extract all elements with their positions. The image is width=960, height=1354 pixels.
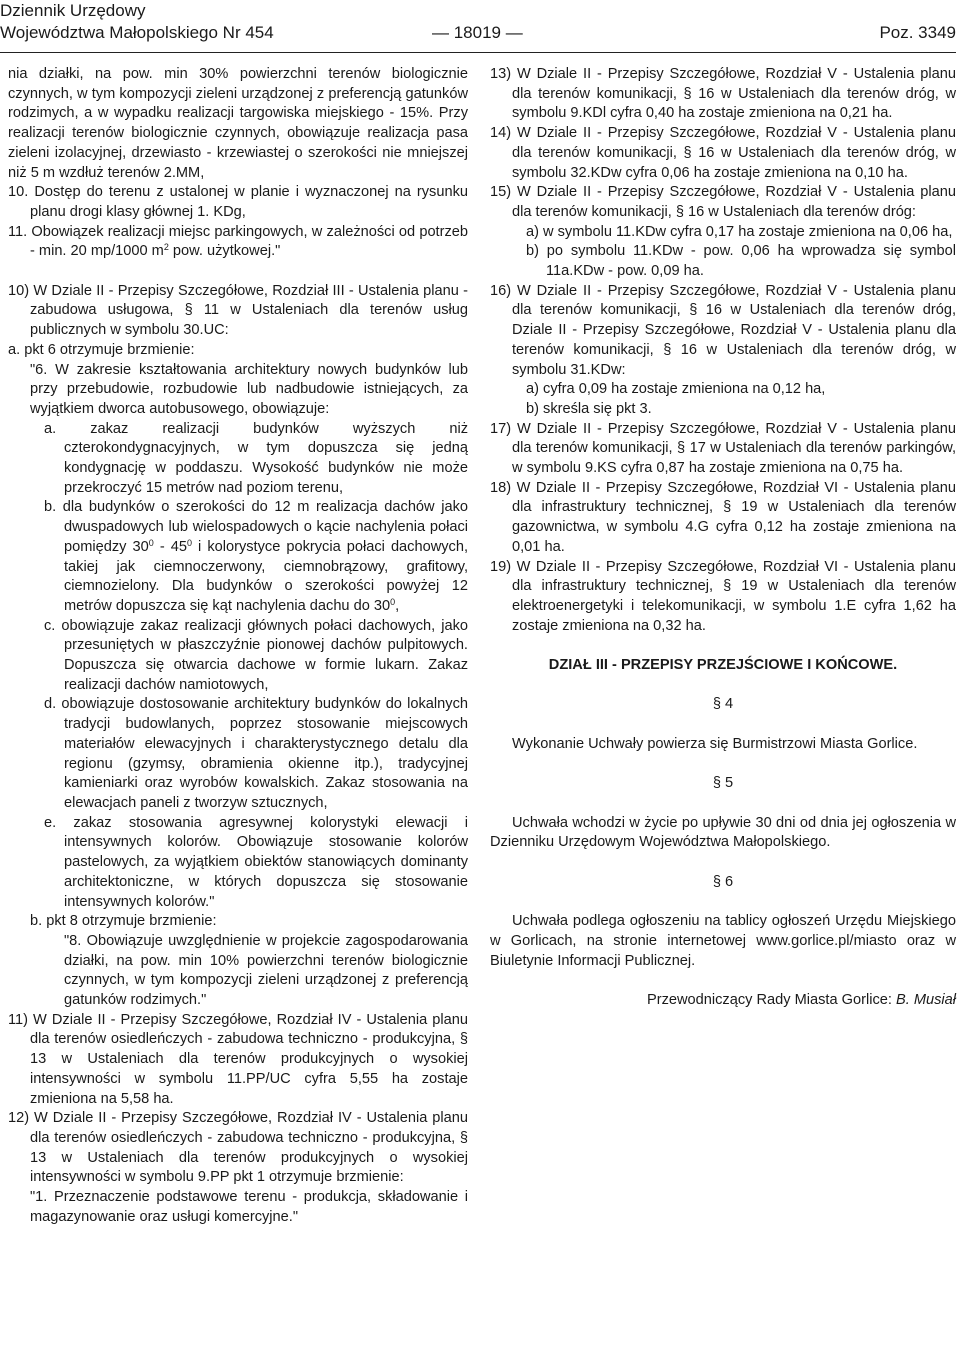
spacer [490, 755, 956, 775]
item-15: 15) W Dziale II - Przepisy Szczegółowe, Rozdział V - Ustalenia planu dla terenów komunikacji, § 16 w Ustaleniach dla terenów dróg: [490, 184, 956, 220]
signature-label: Przewodniczący Rady Miasta Gorlice: [646, 991, 896, 1008]
quote-6-c: c. obowiązuje zakaz realizacji głównych połaci dachowych, jako przesuniętych w płaszczyźnie pionowej dachów pulpitowych. Dopuszcza się otwarcia dachowe w formie lukarn. Zakaz realizacji dachów namiotowych, [44, 617, 468, 693]
spacer [490, 853, 956, 873]
spacer [490, 794, 956, 814]
paragraph-5-text: Uchwała wchodzi w życie po upływie 30 dni od dnia jej ogłoszenia w Dzienniku Urzędowym Województwa Małopolskiego. [490, 814, 956, 851]
point-11: 11. Obowiązek realizacji miejsc parkingowych, w zależności od potrzeb - min. 20 mp/1000 $m^2$ pow. użytkowej." [8, 223, 468, 260]
item-15-b: b) po symbolu 11.KDw - pow. 0,06 ha wprowadza się symbol 11a.KDw - pow. 0,09 ha. [526, 243, 956, 280]
paragraph-4-text: Wykonanie Uchwały powierza się Burmistrzowi Miasta Gorlice. [512, 735, 918, 752]
paragraph-continuation: nia działki, na pow. min 30% powierzchni terenów biologicznie czynnych, w tym kompozycji zieleni urządzonej z preferencją gatunków rodzimych, a w wypadku realizacji targowiska miejskiego - 15%. Przy realizacji terenów biologicznie czynnych, obowiązuje realizacja pasa zieleni izolacyjnej, drzewiasto - krzewiastej o szerokości nie mniejszej niż 5 m wzdłuż terenów 2.MM, [8, 66, 468, 181]
item-11: 11) W Dziale II - Przepisy Szczegółowe, Rozdział IV - Ustalenia planu dla terenów osiedleńczych - zabudowa techniczno - produkcyjna, § 13 w Ustaleniach dla terenów produkcyjnych o wysokiej intensywności w symbolu 11.PP/UC cyfra 5,55 ha zostaje zmieniona na 5,58 ha. [8, 1011, 468, 1107]
paragraph-4-number: § 4 [712, 696, 734, 713]
spacer [490, 971, 956, 991]
point-10: 10. Dostęp do terenu z ustalonej w planie i wyznaczonej na rysunku planu drogi klasy głównej 1. KDg, [8, 184, 468, 220]
item-18: 18) W Dziale II - Przepisy Szczegółowe, Rozdział VI - Ustalenia planu dla infrastruktury technicznej, § 19 w Ustaleniach dla terenów gazownictwa, w symbolu 4.G cyfra 0,12 ha zostaje zmieniona na 0,01 ha. [490, 479, 956, 555]
left-column [8, 65, 468, 1227]
item-16-b: b) skreśla się pkt 3. [526, 400, 652, 417]
quote-6-a: a. zakaz realizacji budynków wyższych niż czterokondygnacyjnych, w tym dopuszcza się jedną kondygnację w poddaszu. Wysokość budynków nie może przekroczyć 15 metrów nad poziom terenu, [44, 420, 468, 496]
item-16: 16) W Dziale II - Przepisy Szczegółowe, Rozdział V - Ustalenia planu dla terenów komunikacji, § 16 w Ustaleniach dla terenów dróg, Dziale II - Przepisy Szczegółowe, Rozdział V - Ustalenia planu dla terenów komunikacji, § 16 w Ustaleniach dla terenów dróg, w symbolu 31.KDw: [490, 282, 956, 378]
item-10-a-heading: a. pkt 6 otrzymuje brzmienie: [8, 341, 195, 358]
right-column [490, 65, 956, 1011]
signature-name: B. Musiał [895, 991, 956, 1008]
paragraph-6-number: § 6 [712, 873, 734, 890]
quote-6-d: d. obowiązuje dostosowanie architektury budynków do lokalnych tradycji budowlanych, poprzez stosowanie miejscowych materiałów elewacyjnych i charakterystycznego detalu dla regionu (gzymsy, obramienia okienne itp.), tradycyjnej kamieniarki oraz wyrobów kowalskich. Zakaz stosowania na elewacjach paneli z tworzyw sztucznych, [44, 696, 468, 811]
quote-8: "8. Obowiązuje uwzględnienie w projekcie zagospodarowania działki, na pow. min 10% powierzchni terenów biologicznie czynnych, w tym kompozycji zieleni urządzonej z preferencją gatunków rodzimych." [64, 932, 468, 1009]
header-divider [0, 52, 956, 53]
quote-6-e: e. zakaz stosowania agresywnej kolorystyki elewacji i intensywnych kolorów. Obowiązuje stosowanie kolorów pastelowych, za wyjątkiem obiektów stanowiących dominanty architektoniczne, w których dopuszcza się stosowanie intensywnych kolorów." [44, 814, 468, 910]
item-16-a: a) cyfra 0,09 ha zostaje zmieniona na 0,12 ha, [526, 381, 826, 398]
paragraph-6-text: Uchwała podlega ogłoszeniu na tablicy ogłoszeń Urzędu Miejskiego w Gorlicach, na stronie internetowej www.gorlice.pl/miasto oraz w Biuletynie Informacji Publicznej. [490, 913, 956, 969]
spacer [490, 676, 956, 696]
item-10: 10) W Dziale II - Przepisy Szczegółowe, Rozdział III - Ustalenia planu - zabudowa usługowa, § 11 w Ustaleniach dla terenów usług publicznych w symbolu 30.UC: [8, 282, 468, 339]
spacer [490, 892, 956, 912]
journal-title: Dziennik Urzędowy [0, 1, 146, 20]
item-14: 14) W Dziale II - Przepisy Szczegółowe, Rozdział V - Ustalenia planu dla terenów komunikacji, § 16 w Ustaleniach dla terenów dróg, w symbolu 32.KDw cyfra 0,06 ha zostaje zmieniona na 0,10 ha. [490, 125, 956, 181]
item-17: 17) W Dziale II - Przepisy Szczegółowe, Rozdział V - Ustalenia planu dla terenów komunikacji, § 17 w Ustaleniach dla terenów parkingów, w symbolu 9.KS cyfra 0,87 ha zostaje zmieniona na 0,75 ha. [490, 420, 956, 477]
item-19: 19) W Dziale II - Przepisy Szczegółowe, Rozdział VI - Ustalenia planu dla infrastruktury technicznej, § 19 w Ustaleniach dla terenów elektroenergetyki i telekomunikacji, w symbolu 1.E cyfra 1,62 ha zostaje zmieniona na 0,32 ha. [490, 558, 956, 634]
quote-1: "1. Przeznaczenie podstawowe terenu - produkcja, składowanie i magazynowanie oraz usługi komercyjne." [30, 1189, 468, 1225]
quote-6-b: b. dla budynków o szerokości do 12 m realizacja dachów jako dwuspadowych lub wielospadowych o kącie nachylenia połaci pomiędzy $30^0 - 45^0$ i kolorystyce pokrycia połaci dachowych, takiej jak ciemnoczerwony, ciemnobrązowy, grafitowy, ciemnozielony. Dla budynków o szerokości powyżej 12 metrów dopuszcza się kąt nachylenia dachu do $30^0$, [44, 499, 469, 614]
page-number: — 18019 — [432, 23, 523, 42]
item-10-b-heading: b. pkt 8 otrzymuje brzmienie: [30, 913, 217, 930]
spacer [8, 262, 468, 282]
section-title: DZIAŁ III - PRZEPISY PRZEJŚCIOWE I KOŃCOWE. [548, 657, 898, 674]
paragraph-5-number: § 5 [712, 775, 734, 792]
quote-6-intro: "6. W zakresie kształtowania architektury nowych budynków lub przy przebudowie, rozbudowie lub nadbudowie istniejących, za wyjątkiem dworca autobusowego, obowiązuje: [30, 361, 468, 417]
item-12: 12) W Dziale II - Przepisy Szczegółowe, Rozdział IV - Ustalenia planu dla terenów osiedleńczych - zabudowa techniczno - produkcyjna, § 13 w Ustaleniach dla terenów produkcyjnych o wysokiej intensywności w symbolu 9.PP pkt 1 otrzymuje brzmienie: [8, 1110, 468, 1186]
spacer [490, 715, 956, 735]
spacer [490, 636, 956, 656]
position-number: Poz. 3349 [879, 23, 956, 42]
signature [490, 991, 956, 1011]
item-15-a: a) w symbolu 11.KDw cyfra 0,17 ha zostaje zmieniona na 0,06 ha, [526, 223, 953, 240]
item-13: 13) W Dziale II - Przepisy Szczegółowe, Rozdział V - Ustalenia planu dla terenów komunikacji, § 16 w Ustaleniach dla terenów dróg, w symbolu 9.KDl cyfra 0,40 ha zostaje zmieniona na 0,21 ha. [490, 66, 956, 122]
journal-issue: Województwa Małopolskiego Nr 454 [0, 23, 274, 42]
